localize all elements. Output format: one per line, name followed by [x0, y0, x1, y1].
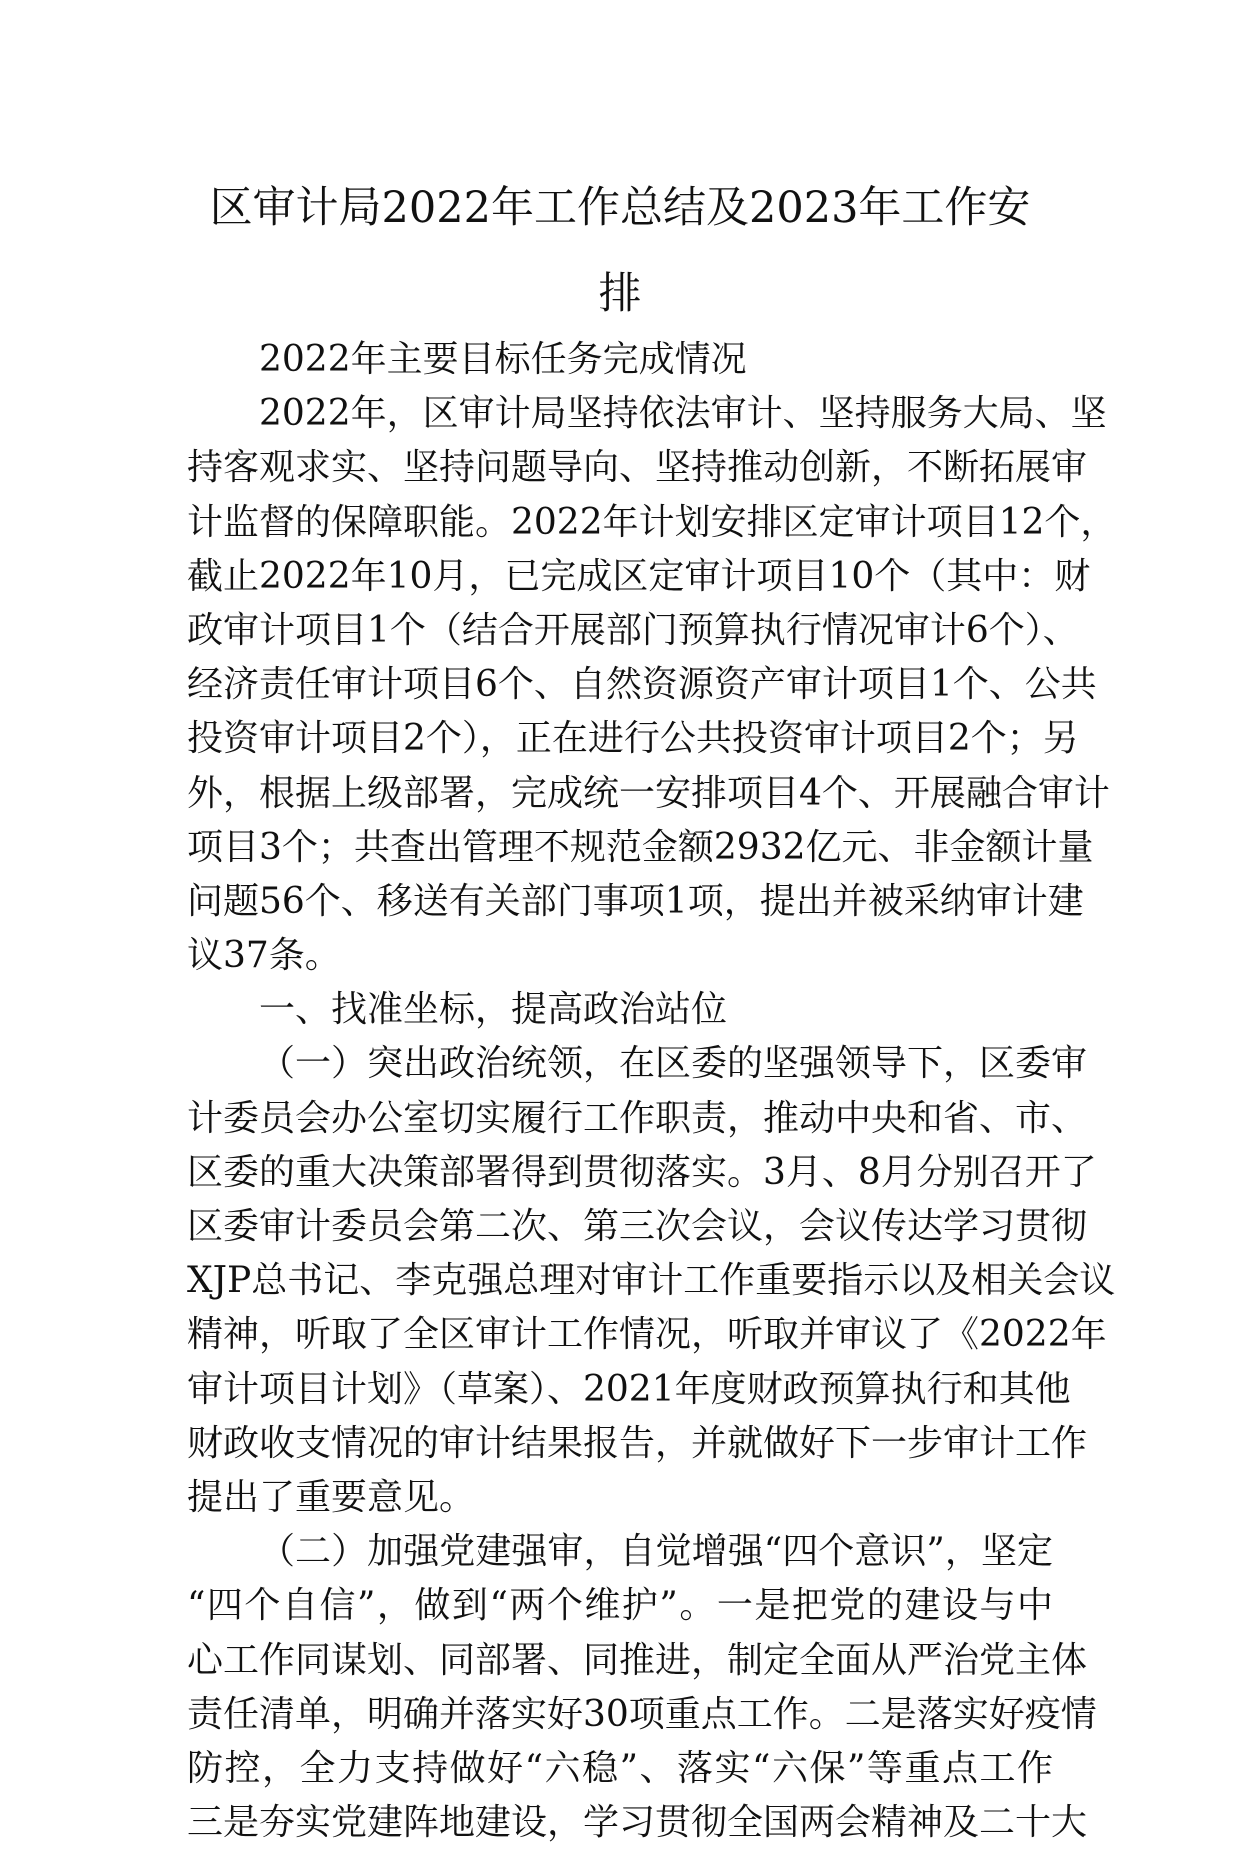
paragraph-line: 区委的重大决策部署得到贯彻落实。3月、8月分别召开了	[187, 1151, 1097, 1193]
paragraph-line: 2022年，区审计局坚持依法审计、坚持服务大局、坚	[259, 393, 1107, 435]
paragraph-line: 财政收支情况的审计结果报告，并就做好下一步审计工作	[187, 1422, 1088, 1464]
document-title: 区审计局2022年工作总结及2023年工作安	[209, 183, 1031, 233]
paragraph-line: （二）加强党建强审，自觉增强“四个意识”，坚定	[259, 1531, 1053, 1573]
paragraph-line: 三是夯实党建阵地建设，学习贯彻全国两会精神及二十大	[187, 1802, 1088, 1844]
paragraph-line: （一）突出政治统领，在区委的坚强领导下，区委审	[259, 1043, 1088, 1085]
paragraph-line: 心工作同谋划、同部署、同推进，制定全面从严治党主体	[187, 1639, 1088, 1681]
section-heading: 一、找准坐标，提高政治站位	[259, 989, 728, 1031]
paragraph-line: 审计项目计划》（草案）、2021年度财政预算执行和其他	[187, 1368, 1071, 1410]
section-heading: 2022年主要目标任务完成情况	[259, 339, 747, 380]
paragraph-line: 截止2022年10月，已完成区定审计项目10个（其中：财	[187, 555, 1091, 597]
paragraph-line: 精神，听取了全区审计工作情况，听取并审议了《2022年	[187, 1314, 1107, 1356]
paragraph-line: 投资审计项目2个），正在进行公共投资审计项目2个；另	[187, 718, 1079, 760]
document-title-continued: 排	[598, 269, 642, 319]
paragraph-line: 防控，全力支持做好“六稳”、落实“六保”等重点工作	[187, 1747, 1053, 1789]
paragraph-line: XJP总书记、李克强总理对审计工作重要指示以及相关会议	[187, 1260, 1116, 1302]
paragraph-line: 提出了重要意见。	[187, 1476, 476, 1518]
paragraph-line: “四个自信”，做到“两个维护”。一是把党的建设与中	[187, 1585, 1053, 1627]
paragraph-line: 计监督的保障职能。2022年计划安排区定审计项目12个，	[187, 501, 1117, 543]
document-body	[187, 333, 1117, 1850]
paragraph-line: 政审计项目1个（结合开展部门预算执行情况审计6个）、	[187, 609, 1079, 651]
paragraph-line: 外，根据上级部署，完成统一安排项目4个、开展融合审计	[187, 772, 1110, 814]
paragraph-line: 持客观求实、坚持问题导向、坚持推动创新，不断拓展审	[187, 447, 1088, 489]
paragraph-line: 区委审计委员会第二次、第三次会议，会议传达学习贯彻	[187, 1206, 1088, 1247]
paragraph-line: 问题56个、移送有关部门事项1项，提出并被采纳审计建	[187, 880, 1084, 922]
paragraph-line: 计委员会办公室切实履行工作职责，推动中央和省、市、	[187, 1097, 1088, 1139]
paragraph-line: 项目3个；共查出管理不规范金额2932亿元、非金额计量	[187, 826, 1094, 868]
paragraph-line: 责任清单，明确并落实好30项重点工作。二是落实好疫情	[187, 1693, 1097, 1735]
paragraph-line: 议37条。	[187, 935, 341, 977]
paragraph-line: 经济责任审计项目6个、自然资源资产审计项目1个、公共	[187, 664, 1097, 706]
